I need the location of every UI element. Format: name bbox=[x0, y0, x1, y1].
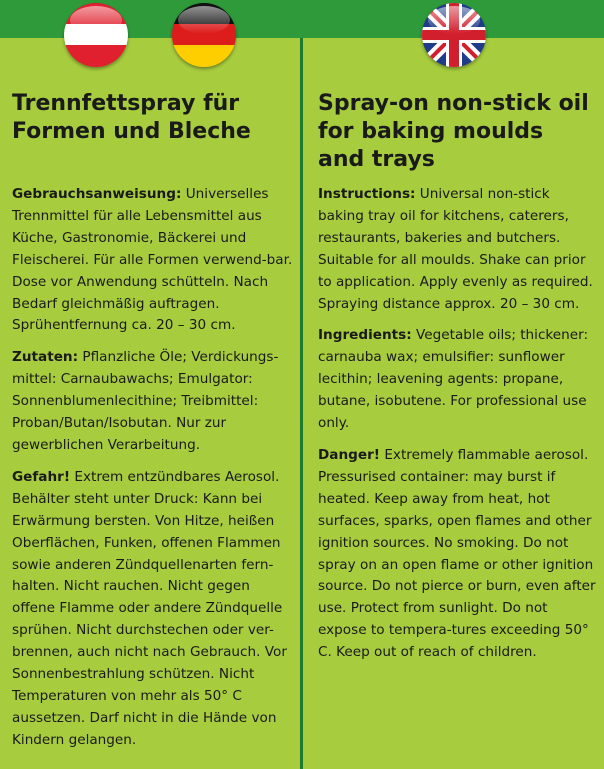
english-danger bbox=[318, 445, 598, 664]
germany-flag-icon bbox=[172, 3, 236, 67]
section-label: Ingredients: bbox=[318, 327, 412, 344]
section-text: Pflanzliche Öle; Verdickungs-mittel: Carnaubawachs; Emulgator: Sonnenblumenlecithine; Treibmittel: Proban/Butan/Isobutan. Nur zur gewerblichen Verarbeitung. bbox=[12, 349, 279, 453]
german-sections bbox=[12, 184, 294, 762]
section-text: Universal non-stick baking tray oil for kitchens, caterers, restaurants, bakeries and butchers. Suitable for all moulds. Shake can prior to application. Apply evenly as required. Spraying distance approx. 20 – 30 cm. bbox=[318, 186, 593, 312]
english-instructions bbox=[318, 184, 598, 315]
section-text: Extrem entzündbares Aerosol. Behälter steht unter Druck: Kann bei Erwärmung bersten. Von Hitze, heißen Oberflächen, Funken, offenen Flammen sowie anderen Zündquellenarten fern-halten. Nicht rauchen. Nicht gegen offene Flamme oder andere Zündquelle sprühen. Nicht durchstechen oder ver-brennen, auch nicht nach Gebrauch. Vor Sonnenbestrahlung schützen. Nicht Temperaturen von mehr als 50° C aussetzen. Darf nicht in die Hände von Kindern gelangen. bbox=[12, 468, 287, 748]
german-ingredients bbox=[12, 347, 294, 457]
section-text: Vegetable oils; thickener: carnauba wax; emulsifier: sunflower lecithin; leavening agents: propane, butane, isobutene. For professional use only. bbox=[318, 327, 589, 432]
austria-flag-icon bbox=[64, 3, 128, 67]
column-divider bbox=[300, 38, 303, 769]
section-text: Universelles Trennmittel für alle Lebensmittel aus Küche, Gastronomie, Bäckerei und Fleischerei. Für alle Formen verwend-bar. Dose vor Anwendung schütteln. Nach Bedarf gleichmäßig auftragen. Sprühentfernung ca. 20 – 30 cm. bbox=[12, 186, 293, 334]
section-label: Instructions: bbox=[318, 186, 416, 202]
section-text: Extremely flammable aerosol. Pressurised container: may burst if heated. Keep away from heat, hot surfaces, sparks, open flames and other ignition sources. No smoking. Do not spray on an open flame or other ignition source. Do not pierce or burn, even after use. Protect from sunlight. Do not expose to tempera-tures exceeding 50° C. Keep out of reach of children. bbox=[318, 446, 596, 661]
uk-flag-icon bbox=[422, 3, 486, 67]
section-label: Gefahr! bbox=[12, 468, 71, 485]
english-ingredients bbox=[318, 325, 598, 435]
german-title: Trennfettspray für Formen und Bleche bbox=[12, 91, 251, 144]
german-instructions bbox=[12, 184, 294, 337]
section-label: Zutaten: bbox=[12, 349, 79, 366]
section-label: Gebrauchsanweisung: bbox=[12, 186, 182, 202]
german-danger bbox=[12, 467, 294, 752]
english-sections bbox=[318, 184, 598, 674]
english-title: Spray-on non-stick oil for baking moulds and trays bbox=[318, 91, 589, 172]
section-label: Danger! bbox=[318, 446, 380, 463]
